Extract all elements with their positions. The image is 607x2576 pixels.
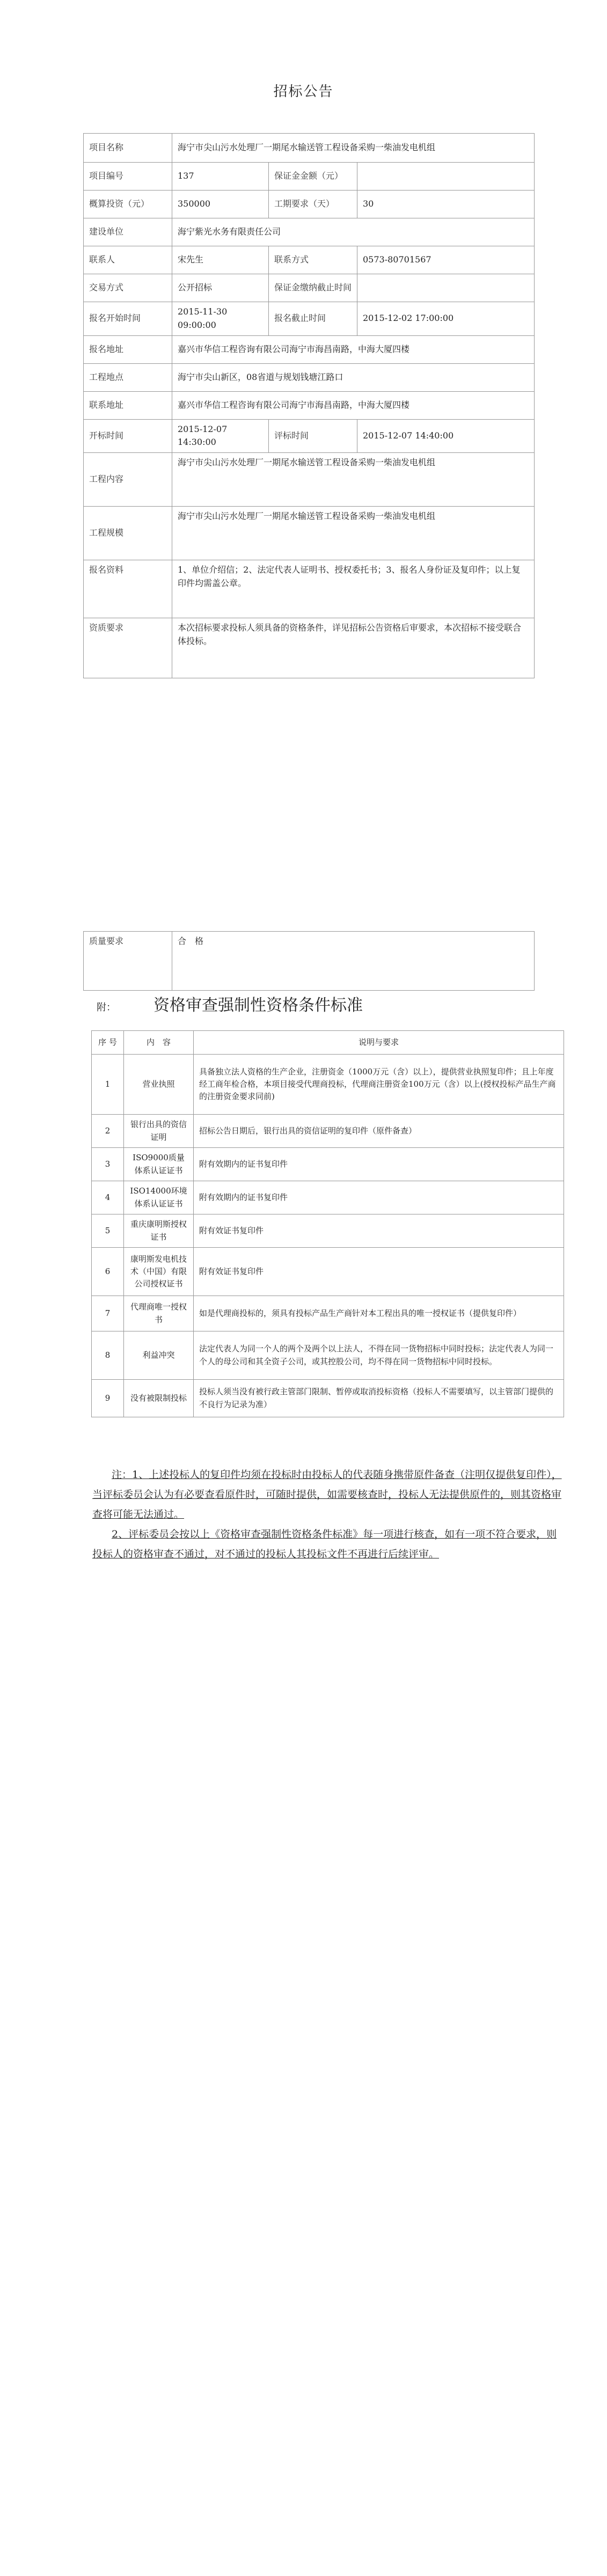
label-open-time: 开标时间 (84, 419, 172, 453)
value-method: 公开招标 (172, 274, 269, 302)
row-item: ISO9000质量体系认证证书 (124, 1148, 194, 1181)
header-item: 内 容 (124, 1031, 194, 1055)
row-desc: 招标公告日期后，银行出具的资信证明的复印件（原件备查） (194, 1115, 564, 1148)
label-eval-time: 评标时间 (269, 419, 357, 453)
row-desc: 法定代表人为同一个人的两个及两个以上法人，不得在同一货物招标中同时投标；法定代表人为同一个人的母公司和其全资子公司，或其控股公司，均不得在同一货物招标中同时投标。 (194, 1331, 564, 1380)
note-2: 2、评标委员会按以上《资格审查强制性资格条件标准》每一项进行核查，如有一项不符合要求，则投标人的资格审查不通过，对不通过的投标人其投标文件不再进行后续评审。 (92, 1528, 557, 1561)
row-no: 7 (92, 1296, 124, 1331)
row-no: 2 (92, 1115, 124, 1148)
row-desc: 附有效证书复印件 (194, 1214, 564, 1248)
value-deposit-deadline (357, 274, 535, 302)
label-reg-end: 报名截止时间 (269, 302, 357, 336)
label-content: 工程内容 (84, 453, 172, 507)
value-duration: 30 (357, 191, 535, 218)
quality-table (83, 931, 535, 991)
row-desc: 附有效期内的证书复印件 (194, 1181, 564, 1214)
row-desc: 投标人须当没有被行政主管部门限制、暂停或取消投标资格（投标人不需要填写，以主管部门提供的不良行为记录为准） (194, 1380, 564, 1417)
row-item: 营业执照 (124, 1055, 194, 1115)
label-quality: 质量要求 (84, 932, 172, 991)
row-no: 4 (92, 1181, 124, 1214)
value-phone: 0573-80701567 (357, 246, 535, 274)
row-item: 没有被限制投标 (124, 1380, 194, 1417)
value-scale: 海宁市尖山污水处理厂一期尾水输送管工程设备采购一柴油发电机组 (172, 507, 535, 560)
value-project-no: 137 (172, 163, 269, 191)
header-desc: 说明与要求 (194, 1031, 564, 1055)
row-item: 银行出具的资信证明 (124, 1115, 194, 1148)
value-quality: 合 格 (172, 932, 535, 991)
row-no: 6 (92, 1248, 124, 1296)
label-duration: 工期要求（天） (269, 191, 357, 218)
qualification-table (91, 1030, 564, 1417)
value-content: 海宁市尖山污水处理厂一期尾水输送管工程设备采购一柴油发电机组 (172, 453, 535, 507)
label-deposit: 保证金金额（元） (269, 163, 357, 191)
label-qualification: 资质要求 (84, 618, 172, 678)
label-project-no: 项目编号 (84, 163, 172, 191)
row-item: 代理商唯一授权书 (124, 1296, 194, 1331)
appendix-heading (97, 992, 363, 1015)
row-item: 重庆康明斯授权证书 (124, 1214, 194, 1248)
row-no: 9 (92, 1380, 124, 1417)
row-item: ISO14000环境体系认证证书 (124, 1181, 194, 1214)
label-deposit-deadline: 保证金缴纳截止时间 (269, 274, 357, 302)
label-site: 工程地点 (84, 363, 172, 391)
label-reg-docs: 报名资料 (84, 560, 172, 618)
value-qualification: 本次招标要求投标人须具备的资格条件，详见招标公告资格后审要求，本次招标不接受联合体投标。 (172, 618, 535, 678)
value-reg-docs: 1、单位介绍信；2、法定代表人证明书、授权委托书；3、报名人身份证及复印件；以上复印件均需盖公章。 (172, 560, 535, 618)
label-reg-start: 报名开始时间 (84, 302, 172, 336)
row-item: 利益冲突 (124, 1331, 194, 1380)
value-budget: 350000 (172, 191, 269, 218)
notes-section (92, 1465, 565, 1564)
value-project-name: 海宁市尖山污水处理厂一期尾水输送管工程设备采购一柴油发电机组 (172, 134, 535, 163)
label-project-name: 项目名称 (84, 134, 172, 163)
value-deposit (357, 163, 535, 191)
label-scale: 工程规模 (84, 507, 172, 560)
value-contact-address: 嘉兴市华信工程咨询有限公司海宁市海昌南路，中海大厦四楼 (172, 391, 535, 419)
value-contact: 宋先生 (172, 246, 269, 274)
row-desc: 附有效证书复印件 (194, 1248, 564, 1296)
value-site: 海宁市尖山新区，08省道与规划钱塘江路口 (172, 363, 535, 391)
notice-table (83, 133, 535, 678)
label-phone: 联系方式 (269, 246, 357, 274)
label-contact: 联系人 (84, 246, 172, 274)
value-open-time: 2015-12-07 14:30:00 (172, 419, 269, 453)
label-contact-address: 联系地址 (84, 391, 172, 419)
value-eval-time: 2015-12-07 14:40:00 (357, 419, 535, 453)
label-budget: 概算投资（元） (84, 191, 172, 218)
row-no: 5 (92, 1214, 124, 1248)
label-owner: 建设单位 (84, 218, 172, 246)
value-reg-start: 2015-11-30 09:00:00 (172, 302, 269, 336)
row-item: 康明斯发电机技术（中国）有限公司授权证书 (124, 1248, 194, 1296)
value-owner: 海宁紫光水务有限责任公司 (172, 218, 535, 246)
row-no: 3 (92, 1148, 124, 1181)
label-reg-address: 报名地址 (84, 335, 172, 363)
value-reg-address: 嘉兴市华信工程咨询有限公司海宁市海昌南路，中海大厦四楼 (172, 335, 535, 363)
page-title: 招标公告 (273, 84, 334, 100)
label-method: 交易方式 (84, 274, 172, 302)
row-desc: 附有效期内的证书复印件 (194, 1148, 564, 1181)
appendix-title: 资格审查强制性资格条件标准 (153, 996, 363, 1015)
note-1: 注：1、上述投标人的复印件均须在投标时由投标人的代表随身携带原件备查（注明仅提供复印件），当评标委员会认为有必要查看原件时，可随时提供，如需要核查时，投标人无法提供原件的，则其资格审查将可能无法通过。 (92, 1469, 562, 1521)
appendix-prefix: 附： (97, 1002, 116, 1013)
row-no: 1 (92, 1055, 124, 1115)
header-no: 序 号 (92, 1031, 124, 1055)
row-desc: 具备独立法人资格的生产企业，注册资金（1000万元（含）以上），提供营业执照复印件；且上年度经工商年检合格，本项目接受代理商投标，代理商注册资金100万元（含）以上(授权投标产品生产商的注册资金要求同前) (194, 1055, 564, 1115)
value-reg-end: 2015-12-02 17:00:00 (357, 302, 535, 336)
row-desc: 如是代理商投标的，须具有投标产品生产商针对本工程出具的唯一授权证书（提供复印件） (194, 1296, 564, 1331)
row-no: 8 (92, 1331, 124, 1380)
